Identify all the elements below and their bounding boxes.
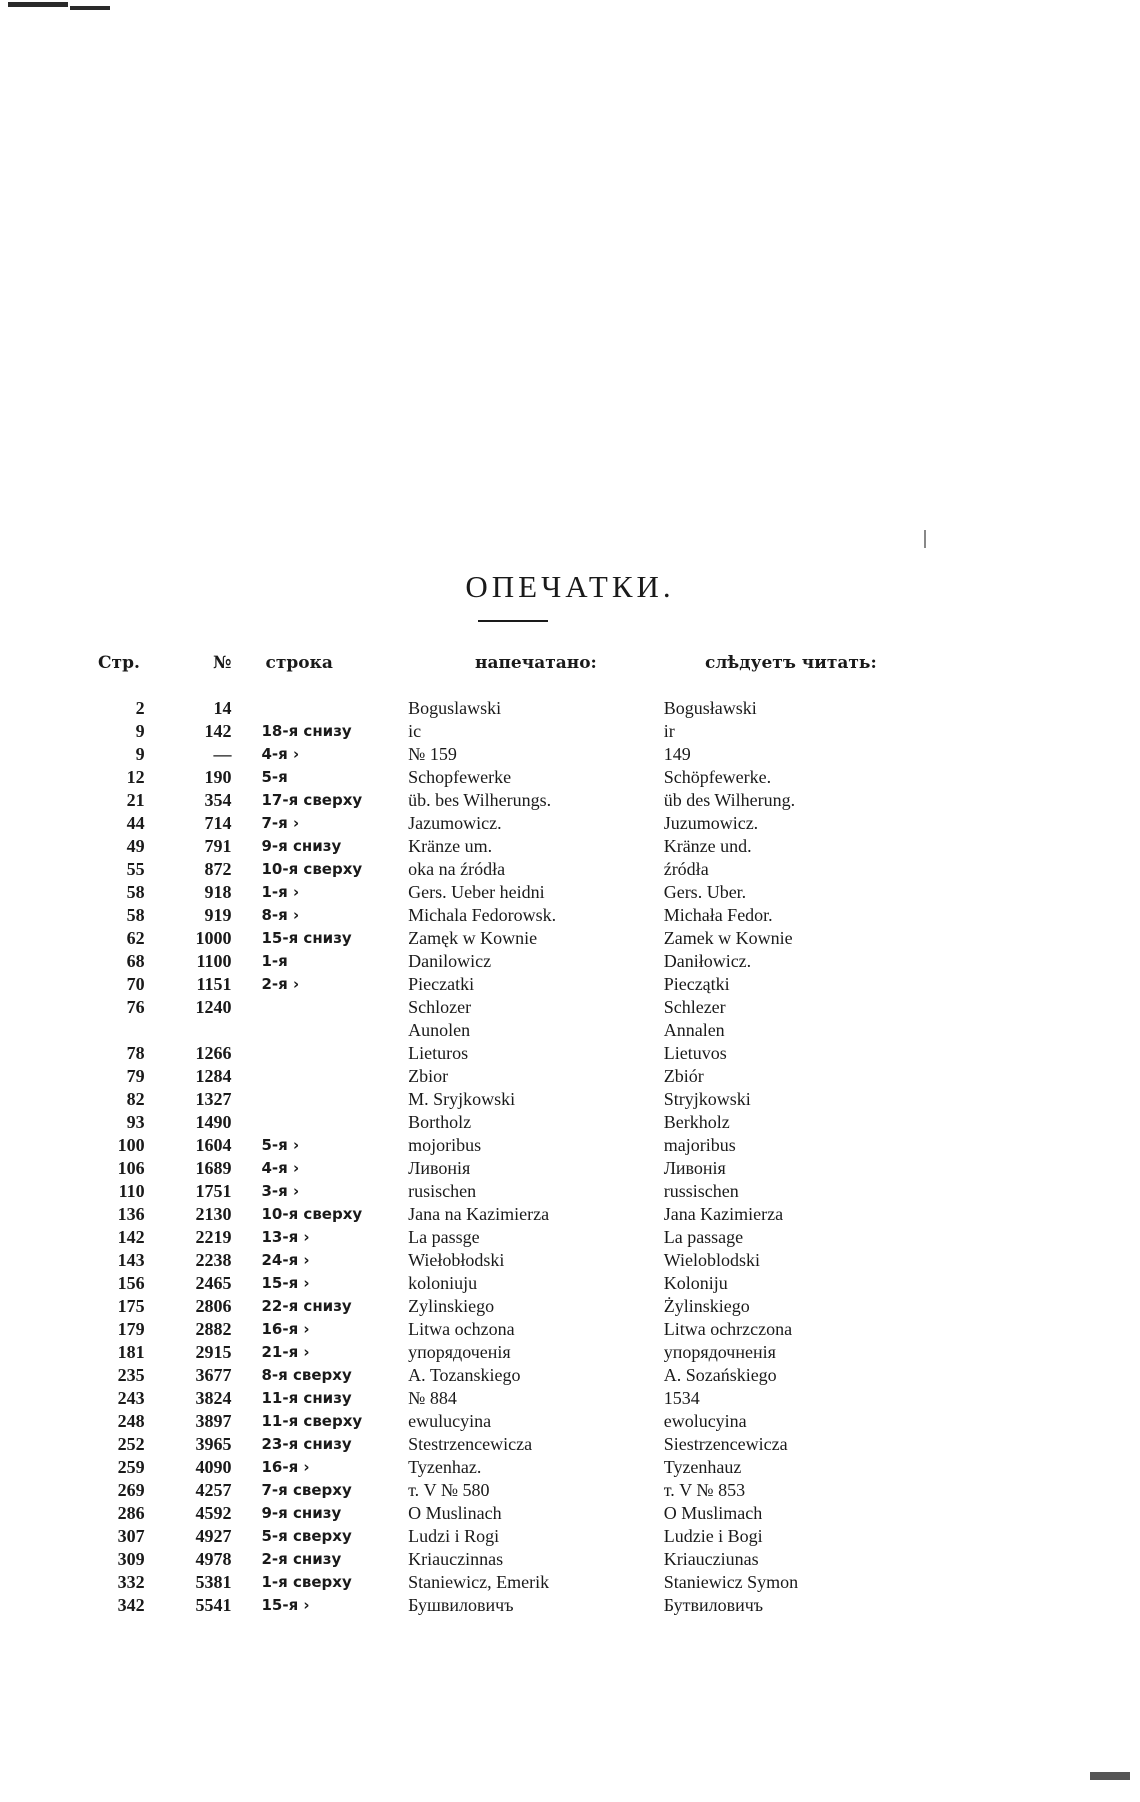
cell-page: 58 (126, 905, 145, 925)
cell-correction: Żylinskiego (663, 1296, 750, 1316)
cell-number: 190 (204, 767, 232, 787)
table-row (98, 1180, 918, 1203)
cell-correction: O Muslimach (663, 1503, 763, 1523)
cell-correction: źródła (663, 859, 709, 879)
cell-page: 181 (117, 1342, 145, 1362)
cell-correction: Ludzie i Bogi (663, 1526, 763, 1546)
cell-number: 1327 (195, 1089, 232, 1109)
cell-number: 1151 (196, 974, 232, 994)
scan-speck (8, 2, 68, 7)
cell-number: 1266 (195, 1043, 232, 1063)
table-row (98, 720, 918, 743)
table-row (98, 1226, 918, 1249)
cell-line (231, 1019, 386, 1042)
scan-speck (70, 6, 110, 10)
cell-number: 1000 (195, 928, 232, 948)
cell-number: 4927 (195, 1526, 232, 1546)
cell-page: 78 (126, 1043, 145, 1063)
cell-page: 9 (135, 721, 145, 741)
column-header-page: Стр. (98, 653, 140, 673)
cell-correction: 149 (663, 744, 691, 764)
cell-correction: russischen (663, 1181, 739, 1201)
cell-number: 1751 (195, 1181, 232, 1201)
cell-number: 3824 (195, 1388, 232, 1408)
table-row (98, 1502, 918, 1525)
table-row (98, 881, 918, 904)
cell-printed: La passge (408, 1227, 480, 1247)
cell-page: 93 (126, 1112, 145, 1132)
cell-line: 13-я › (261, 1228, 310, 1246)
cell-correction: Kriaucziunas (663, 1549, 759, 1569)
table-row (98, 973, 918, 996)
cell-printed: mojoribus (408, 1135, 482, 1155)
cell-page: 156 (117, 1273, 145, 1293)
cell-correction: Daniłowicz. (663, 951, 752, 971)
cell-printed: Pieczatki (408, 974, 475, 994)
cell-number: 2219 (195, 1227, 232, 1247)
cell-printed: Kränze um. (408, 836, 493, 856)
cell-correction: Annalen (663, 1020, 725, 1040)
cell-page: 175 (117, 1296, 145, 1316)
cell-page: 9 (135, 744, 145, 764)
cell-line: 4-я › (261, 745, 300, 763)
cell-number: 2465 (195, 1273, 232, 1293)
table-row (98, 1433, 918, 1456)
cell-line: 15-я › (261, 1596, 310, 1614)
table-row (98, 1065, 918, 1088)
cell-page: 58 (126, 882, 145, 902)
table-row (98, 1203, 918, 1226)
table-row (98, 1594, 918, 1617)
cell-correction: Jana Kazimierza (663, 1204, 784, 1224)
table-row (98, 1111, 918, 1134)
cell-number: 1689 (195, 1158, 232, 1178)
cell-number: 2882 (195, 1319, 232, 1339)
cell-printed: Stestrzencewicza (408, 1434, 533, 1454)
errata-table (98, 652, 918, 1617)
cell-page: 248 (117, 1411, 145, 1431)
cell-line: 8-я › (261, 906, 300, 924)
cell-line: 21-я › (261, 1343, 310, 1361)
table-row (98, 1410, 918, 1433)
cell-page: 307 (117, 1526, 145, 1546)
table-row (98, 858, 918, 881)
cell-number: 2130 (195, 1204, 232, 1224)
cell-correction: Staniewicz Symon (663, 1572, 799, 1592)
scan-speck (924, 530, 926, 548)
cell-page: 243 (117, 1388, 145, 1408)
cell-printed: Aunolen (408, 1020, 471, 1040)
cell-printed: A. Tozanskiego (408, 1365, 521, 1385)
cell-line: 2-я снизу (261, 1550, 342, 1568)
table-row (98, 1571, 918, 1594)
cell-correction: A. Sozańskiego (663, 1365, 777, 1385)
cell-printed: Tyzenhaz. (408, 1457, 482, 1477)
cell-line: 10-я сверху (261, 1205, 363, 1223)
cell-line (231, 1042, 386, 1065)
cell-correction: Litwa ochrzczona (663, 1319, 793, 1339)
scan-speck (1090, 1772, 1130, 1780)
cell-number: 2238 (195, 1250, 232, 1270)
cell-printed: Bortholz (408, 1112, 472, 1132)
cell-line (231, 996, 386, 1019)
cell-correction: Schöpfewerke. (663, 767, 772, 787)
cell-printed: Schopfewerke (408, 767, 512, 787)
cell-correction: Bogusławski (663, 698, 757, 718)
page-title: ОПЕЧАТКИ. (465, 568, 675, 604)
cell-number: 5541 (195, 1595, 232, 1615)
cell-page: 142 (117, 1227, 145, 1247)
cell-printed: Lieturos (408, 1043, 469, 1063)
cell-correction: Ливонія (663, 1158, 726, 1178)
cell-printed: Jana na Kazimierza (408, 1204, 550, 1224)
cell-correction: 1534 (663, 1388, 700, 1408)
cell-line: 2-я › (261, 975, 300, 993)
cell-correction: Lietuvos (663, 1043, 727, 1063)
cell-number: — (213, 744, 232, 764)
table-row (98, 1249, 918, 1272)
cell-line: 15-я › (261, 1274, 310, 1292)
cell-printed: № 884 (408, 1388, 457, 1408)
cell-number: 4090 (195, 1457, 232, 1477)
cell-page: 110 (118, 1181, 145, 1201)
cell-number: 919 (204, 905, 232, 925)
cell-correction: La passage (663, 1227, 744, 1247)
cell-line: 9-я снизу (261, 1504, 342, 1522)
cell-correction: Koloniju (663, 1273, 728, 1293)
cell-line: 16-я › (261, 1458, 310, 1476)
cell-page: 76 (126, 997, 145, 1017)
cell-line: 11-я снизу (261, 1389, 352, 1407)
cell-correction: ewolucyina (663, 1411, 747, 1431)
cell-line: 16-я › (261, 1320, 310, 1338)
cell-line: 1-я › (261, 883, 300, 901)
errata-body (98, 697, 918, 1617)
table-row (98, 1456, 918, 1479)
cell-correction: Juzumowicz. (663, 813, 759, 833)
cell-correction: ir (663, 721, 675, 741)
cell-printed: M. Sryjkowski (408, 1089, 516, 1109)
table-row (98, 1364, 918, 1387)
cell-correction: Pieczątki (663, 974, 730, 994)
cell-page: 100 (117, 1135, 145, 1155)
cell-printed: üb. bes Wilherungs. (408, 790, 552, 810)
cell-printed: oka na źródła (408, 859, 506, 879)
cell-number: 1490 (195, 1112, 232, 1132)
cell-correction: Stryjkowski (663, 1089, 751, 1109)
cell-printed: № 159 (408, 744, 457, 764)
cell-line: 18-я снизу (261, 722, 352, 740)
table-row (98, 950, 918, 973)
cell-page: 49 (126, 836, 145, 856)
cell-line: 3-я › (261, 1182, 300, 1200)
cell-correction: Gers. Uber. (663, 882, 747, 902)
cell-page: 2 (135, 698, 145, 718)
cell-printed: rusischen (408, 1181, 477, 1201)
cell-page: 332 (117, 1572, 145, 1592)
cell-number: 872 (204, 859, 232, 879)
table-row (98, 789, 918, 812)
table-row (98, 1019, 918, 1042)
cell-line: 5-я сверху (261, 1527, 352, 1545)
table-row (98, 1525, 918, 1548)
cell-page: 143 (117, 1250, 145, 1270)
cell-line: 24-я › (261, 1251, 310, 1269)
column-header-read: слѣдуетъ читать: (704, 653, 877, 673)
cell-correction: Бутвиловичъ (663, 1595, 764, 1615)
cell-line: 7-я › (261, 814, 300, 832)
cell-correction: Schlezer (663, 997, 726, 1017)
cell-number: 1100 (196, 951, 232, 971)
cell-line: 11-я сверху (261, 1412, 363, 1430)
cell-page: 12 (126, 767, 145, 787)
cell-line: 15-я снизу (261, 929, 352, 947)
cell-printed: Ливонія (408, 1158, 471, 1178)
table-row (98, 812, 918, 835)
cell-printed: Gers. Ueber heidni (408, 882, 545, 902)
cell-line (231, 1065, 386, 1088)
cell-number (145, 1019, 232, 1042)
cell-number: 142 (204, 721, 232, 741)
cell-number: 4592 (195, 1503, 232, 1523)
cell-page: 309 (117, 1549, 145, 1569)
cell-printed: Litwa ochzona (408, 1319, 515, 1339)
cell-number: 14 (213, 698, 232, 718)
cell-line: 5-я › (261, 1136, 300, 1154)
cell-correction: Zbiór (663, 1066, 704, 1086)
cell-printed: Zylinskiego (408, 1296, 495, 1316)
cell-printed: Danilowicz (408, 951, 492, 971)
cell-page: 44 (126, 813, 145, 833)
cell-page: 235 (117, 1365, 145, 1385)
cell-correction: Wieloblodski (663, 1250, 760, 1270)
cell-printed: Michala Fedorowsk. (408, 905, 557, 925)
cell-page: 286 (117, 1503, 145, 1523)
cell-printed: Jazumowicz. (408, 813, 502, 833)
table-row (98, 835, 918, 858)
table-row (98, 1341, 918, 1364)
cell-number: 2806 (195, 1296, 232, 1316)
cell-page: 259 (117, 1457, 145, 1477)
cell-number: 791 (204, 836, 232, 856)
cell-correction: т. V № 853 (663, 1480, 746, 1500)
cell-printed: O Muslinach (408, 1503, 502, 1523)
table-row (98, 766, 918, 789)
cell-printed: Staniewicz, Emerik (408, 1572, 550, 1592)
cell-printed: Zbior (408, 1066, 449, 1086)
column-header-printed: напечатано: (475, 653, 597, 673)
cell-correction: упорядочненія (663, 1342, 776, 1362)
table-row (98, 1272, 918, 1295)
cell-line: 17-я сверху (261, 791, 363, 809)
cell-printed: Wiełobłodski (408, 1250, 505, 1270)
cell-number: 5381 (195, 1572, 232, 1592)
cell-printed: Бушвиловичъ (408, 1595, 514, 1615)
cell-line: 10-я сверху (261, 860, 363, 878)
cell-number: 3965 (195, 1434, 232, 1454)
column-header-number: № (212, 653, 232, 673)
cell-page: 62 (126, 928, 145, 948)
cell-line: 1-я (261, 952, 288, 970)
cell-number: 3897 (195, 1411, 232, 1431)
cell-line (231, 697, 386, 720)
cell-line: 7-я сверху (261, 1481, 352, 1499)
table-row (98, 1318, 918, 1341)
title-divider (478, 620, 548, 622)
table-row (98, 1088, 918, 1111)
cell-printed: Zamęk w Kownie (408, 928, 538, 948)
cell-line: 9-я снизу (261, 837, 342, 855)
cell-printed: Schlozer (408, 997, 472, 1017)
cell-printed: Kriauczinnas (408, 1549, 504, 1569)
cell-number: 1284 (195, 1066, 232, 1086)
cell-page: 82 (126, 1089, 145, 1109)
cell-line: 23-я снизу (261, 1435, 352, 1453)
cell-number: 1240 (195, 997, 232, 1017)
cell-line: 22-я снизу (261, 1297, 352, 1315)
table-row (98, 904, 918, 927)
cell-correction: üb des Wilherung. (663, 790, 796, 810)
cell-correction: majoribus (663, 1135, 736, 1155)
cell-page: 179 (117, 1319, 145, 1339)
cell-correction: Kränze und. (663, 836, 752, 856)
cell-printed: ewulucyina (408, 1411, 492, 1431)
table-row (98, 1479, 918, 1502)
table-row (98, 743, 918, 766)
cell-number: 714 (204, 813, 232, 833)
cell-printed: Ludzi i Rogi (408, 1526, 500, 1546)
table-row (98, 1134, 918, 1157)
table-header-row (98, 652, 918, 697)
table-row (98, 1295, 918, 1318)
cell-number: 354 (204, 790, 232, 810)
cell-page: 252 (117, 1434, 145, 1454)
cell-page (98, 1019, 145, 1042)
cell-printed: т. V № 580 (408, 1480, 490, 1500)
cell-page: 79 (126, 1066, 145, 1086)
cell-page: 269 (117, 1480, 145, 1500)
cell-number: 4257 (195, 1480, 232, 1500)
cell-line: 8-я сверху (261, 1366, 352, 1384)
cell-page: 70 (126, 974, 145, 994)
column-header-line: строка (265, 653, 333, 673)
cell-page: 106 (117, 1158, 145, 1178)
cell-printed: koloniuju (408, 1273, 478, 1293)
cell-line: 1-я сверху (261, 1573, 352, 1591)
table-row (98, 927, 918, 950)
cell-printed: упорядоченія (408, 1342, 511, 1362)
cell-line (231, 1111, 386, 1134)
cell-correction: Zamek w Kownie (663, 928, 793, 948)
cell-printed: ic (408, 721, 422, 741)
table-row (98, 1548, 918, 1571)
cell-number: 4978 (195, 1549, 232, 1569)
cell-line (231, 1088, 386, 1111)
cell-page: 68 (126, 951, 145, 971)
cell-page: 342 (117, 1595, 145, 1615)
cell-number: 3677 (195, 1365, 232, 1385)
table-row (98, 996, 918, 1019)
cell-page: 21 (126, 790, 145, 810)
cell-correction: Siestrzencewicza (663, 1434, 788, 1454)
cell-line: 5-я (261, 768, 288, 786)
cell-correction: Berkholz (663, 1112, 730, 1132)
cell-page: 55 (126, 859, 145, 879)
cell-number: 1604 (195, 1135, 232, 1155)
cell-correction: Michała Fedor. (663, 905, 773, 925)
cell-number: 2915 (195, 1342, 232, 1362)
cell-line: 4-я › (261, 1159, 300, 1177)
cell-printed: Boguslawski (408, 698, 502, 718)
cell-page: 136 (117, 1204, 145, 1224)
table-row (98, 697, 918, 720)
cell-number: 918 (204, 882, 232, 902)
table-row (98, 1042, 918, 1065)
table-row (98, 1387, 918, 1410)
cell-correction: Tyzenhauz (663, 1457, 742, 1477)
table-row (98, 1157, 918, 1180)
